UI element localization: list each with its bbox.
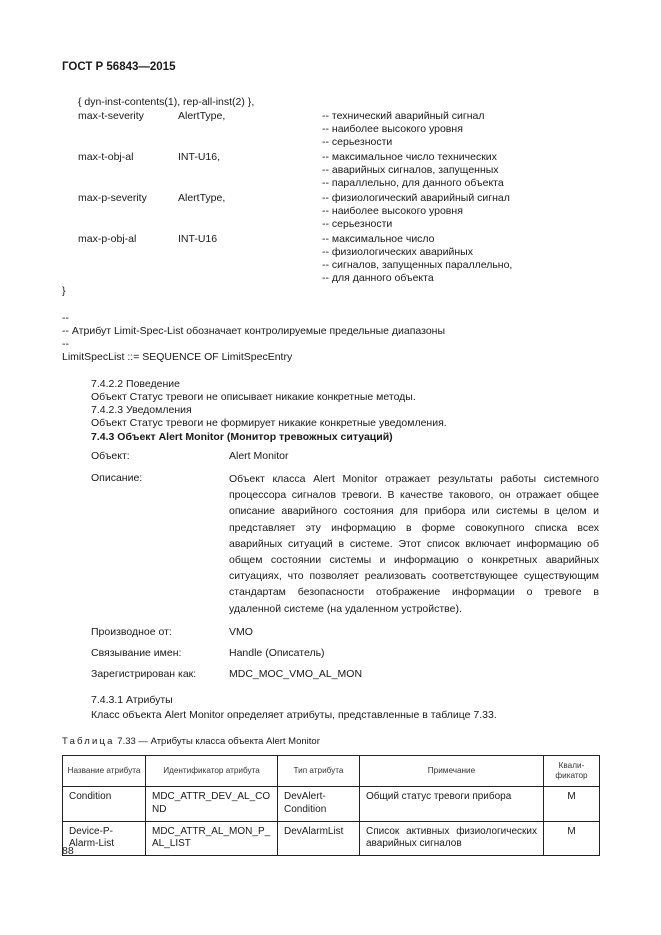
code-comment: -- максимальное число технических: [322, 151, 497, 163]
table-header-row: [63, 756, 600, 787]
attributes-text: Класс объекта Alert Monitor определяет атрибуты, представленные в таблице 7.33.: [91, 709, 497, 721]
code-field-name: max-p-obj-al: [78, 233, 137, 245]
attributes-table: [62, 755, 600, 856]
table-cell: DevAlert-Condition: [278, 787, 360, 822]
table-cell: Condition: [63, 787, 146, 822]
section-heading-743: 7.4.3 Объект Alert Monitor (Монитор тревожных ситуаций): [91, 431, 393, 443]
description-text: Объект класса Alert Monitor отражает результаты работы системного процессора сигналов тревоги. В качестве такового, он отражает общее описание аварийного состояния для прибора или системы в целом и представляет эту информацию в форме совокупного списка всех аварийных ситуаций в системе. Этот список включает информацию об общем состоянии системы и информацию о конкретных аварийных ситуациях, что позволяет реализовать соответствующее существующим стандартам безопасности отображение информации о тревоге в удаленной системе (на удаленном устройстве).: [229, 473, 599, 615]
table-cell: Device-P-Alarm-List: [63, 821, 146, 856]
table-caption-rest: 7.33 — Атрибуты класса объекта Alert Monitor: [114, 736, 320, 747]
code-definition: LimitSpecList ::= SEQUENCE OF LimitSpecEntry: [62, 351, 293, 363]
code-comment: -- наиболее высокого уровня: [322, 205, 463, 217]
attributes-heading: 7.4.3.1 Атрибуты: [91, 694, 173, 706]
object-value: Alert Monitor: [229, 450, 289, 462]
table-header-cell: Название атрибута: [63, 756, 146, 787]
code-comment: -- технический аварийный сигнал: [322, 110, 485, 122]
table-header-cell: Идентификатор атрибута: [146, 756, 278, 787]
code-comment: -- наиболее высокого уровня: [322, 123, 463, 135]
table-cell: MDC_ATTR_DEV_AL_COND: [146, 787, 278, 822]
code-comment-blank: --: [62, 312, 69, 324]
code-comment: -- серьезности: [322, 218, 393, 230]
table-cell: M: [544, 821, 600, 856]
object-label: Объект:: [91, 450, 130, 462]
table-cell: MDC_ATTR_AL_MON_P_AL_LIST: [146, 821, 278, 856]
table-row: [63, 787, 600, 822]
table-cell: DevAlarmList: [278, 821, 360, 856]
code-field-name: max-t-obj-al: [78, 151, 134, 163]
code-comment-blank: --: [62, 338, 69, 350]
table-cell: Общий статус тревоги прибора: [360, 787, 544, 822]
code-comment: -- аварийных сигналов, запущенных: [322, 164, 499, 176]
table-header-cell: Квали-фикатор: [544, 756, 600, 787]
table-header-cell: Примечание: [360, 756, 544, 787]
table-header-cell: Тип атрибута: [278, 756, 360, 787]
table-row: [63, 821, 600, 856]
table-cell: Список активных физиологических аварийных сигналов: [360, 821, 544, 856]
code-comment: -- физиологических аварийных: [322, 246, 473, 258]
code-field-type: AlertType,: [178, 110, 226, 122]
code-comment: -- физиологический аварийный сигнал: [322, 192, 510, 204]
code-field-type: INT-U16,: [178, 151, 221, 163]
section-text-7423: Объект Статус тревоги не формирует никакие конкретные уведомления.: [91, 417, 447, 429]
code-comment: -- параллельно, для данного объекта: [322, 177, 504, 189]
derived-label: Производное от:: [91, 626, 172, 638]
derived-value: VMO: [229, 626, 253, 638]
description-label: Описание:: [91, 472, 143, 484]
section-heading-7422: 7.4.2.2 Поведение: [91, 378, 180, 390]
section-heading-7423: 7.4.2.3 Уведомления: [91, 404, 192, 416]
code-field-type: AlertType,: [178, 192, 226, 204]
document-header: ГОСТ Р 56843—2015: [62, 61, 176, 73]
page-number: 88: [62, 845, 74, 857]
code-field-name: max-p-severity: [78, 192, 147, 204]
code-comment: -- для данного объекта: [322, 272, 434, 284]
registered-label: Зарегистрирован как:: [91, 668, 197, 680]
registered-value: MDC_MOC_VMO_AL_MON: [229, 668, 363, 680]
code-field-name: max-t-severity: [78, 110, 144, 122]
table-caption: [62, 736, 320, 747]
code-closing-brace: }: [62, 285, 66, 297]
code-comment: -- серьезности: [322, 136, 393, 148]
code-comment: -- сигналов, запущенных параллельно,: [322, 259, 513, 271]
naming-label: Связывание имен:: [91, 647, 182, 659]
naming-value: Handle (Описатель): [229, 647, 325, 659]
section-text-7422: Объект Статус тревоги не описывает никакие конкретные методы.: [91, 391, 416, 403]
code-opening-line: { dyn-inst-contents(1), rep-all-inst(2) },: [78, 96, 255, 108]
code-comment-line: -- Атрибут Limit-Spec-List обозначает контролируемые предельные диапазоны: [62, 325, 446, 337]
code-field-type: INT-U16: [178, 233, 218, 245]
table-cell: M: [544, 787, 600, 822]
code-comment: -- максимальное число: [322, 233, 435, 245]
table-caption-prefix: Таблица: [62, 736, 115, 747]
